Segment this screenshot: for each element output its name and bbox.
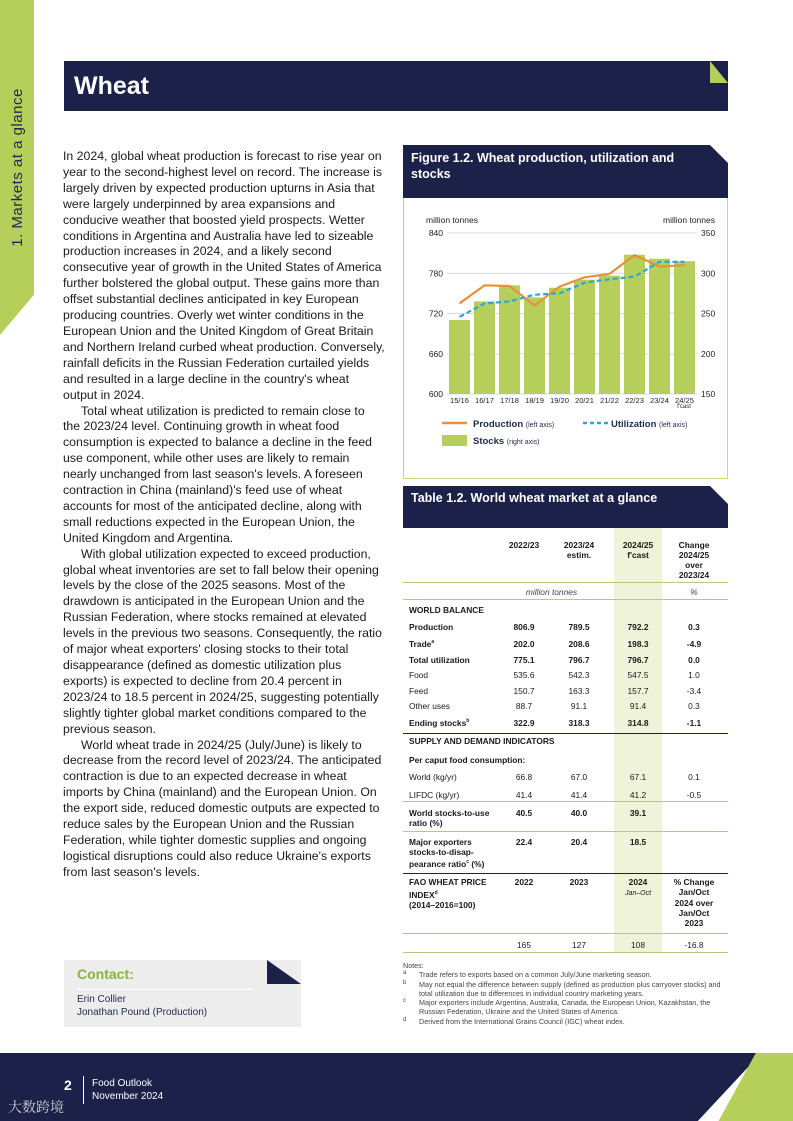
section-tab-label-wrap	[0, 0, 34, 335]
price-col-2024-sub: Jan–Oct	[624, 890, 652, 897]
stocks-ratio-label: World stocks-to-use	[409, 808, 490, 818]
table-rule	[403, 599, 728, 600]
table-rule	[403, 733, 728, 734]
note-text: Major exporters include Argentina, Australia, Canada, the European Union, Kazakhstan, the Russian Federation, Ukraine and the United States of America.	[419, 998, 711, 1017]
contact-corner	[267, 960, 301, 984]
price-index-base: (2014–2016=100)	[409, 899, 476, 910]
col-change: Change 2024/25 over 2023/24	[678, 540, 710, 580]
cell: 127	[572, 940, 586, 950]
cell: 547.5	[627, 670, 649, 680]
col-2024-25: 2024/25 f'cast	[622, 540, 654, 560]
exporters-label: Major exporters	[409, 837, 472, 847]
row-label: World (kg/yr)	[409, 772, 457, 782]
units-pct: %	[690, 587, 698, 597]
cell: 108	[631, 940, 645, 950]
stocks-bar	[574, 280, 595, 394]
cell: 314.8	[627, 718, 649, 728]
section-tab-label: 1. Markets at a glance	[8, 88, 26, 247]
body-paragraph-1: In 2024, global wheat production is forecast to rise year on year to the second-highest level on record. The increase is largely driven by expected production upturns in Asia that were largely underpinned by area expansions and conducive weather that boosted yield prospects. Wetter conditions in Argentina and Australia have led to sizeable production increases in 2024, and a likely second consecutive year of growth in the United States of America further bolstered the global output. These gains more than offset substantial declines anticipated in key European producing countries. Overly wet winter conditions in the European Union and the United Kingdom of Great Britain and Northern Ireland curbed wheat production. Conversely, rainfall deficits in the Russian Federation curtailed yields and resulted in a large decline in the country's wheat output in 2024.	[63, 149, 385, 402]
table-rule	[403, 831, 728, 832]
x-tick-label: 24/25	[674, 396, 695, 405]
right-tick-label: 300	[701, 268, 716, 279]
cell: -16.8	[684, 940, 704, 950]
world-balance-label: WORLD BALANCE	[409, 605, 484, 615]
table-rule	[403, 582, 728, 583]
left-tick-label: 840	[428, 228, 443, 238]
stocks-bar	[524, 297, 545, 394]
row-label: Feed	[409, 686, 429, 696]
wheat-chart	[403, 200, 728, 475]
footnote-mark: d	[403, 1016, 407, 1023]
exporters-label-2: stocks-to-disap-	[409, 847, 474, 857]
row-label: Food	[409, 670, 429, 680]
legend-utilization-label: Utilization (left axis)	[611, 419, 688, 430]
cell: 0.1	[688, 772, 700, 782]
body-paragraph-4: World wheat trade in 2024/25 (July/June) is likely to decrease from the record level of 2023/24. The anticipated contraction is due to an expected decrease in wheat imports by China (mainland) and the European Union. On the export side, reduced domestic outputs are expected to reduce sales by the European Union and the Russian Federation, while tighter domestic supplies and ongoing logistical disruptions could also reduce Ukraine's exports from last season's levels.	[63, 737, 382, 879]
price-col-2022: 2022	[514, 877, 534, 887]
exporters-label-4: (%)	[469, 858, 485, 869]
body-text	[63, 149, 385, 881]
cell: 1.0	[688, 670, 700, 680]
cell: 41.2	[629, 790, 647, 800]
row-label: Ending stocks$^b$	[409, 718, 470, 728]
cell: 0.0	[688, 655, 700, 665]
table-header-corner	[710, 486, 728, 504]
exporters-label-3: pearance ratio	[409, 858, 467, 869]
price-col-2024: 2024	[628, 877, 648, 887]
contact-name-2: Jonathan Pound (Production)	[77, 1007, 208, 1018]
legend-stocks-label: Stocks (right axis)	[473, 436, 540, 447]
contact-name-1: Erin Collier	[77, 994, 126, 1005]
table-rule	[403, 933, 728, 934]
cell: 163.3	[568, 686, 590, 696]
stocks-bar	[499, 285, 520, 394]
cell: 775.1	[513, 655, 535, 665]
left-axis-label: million tonnes	[426, 215, 478, 225]
right-tick-label: 200	[701, 348, 716, 359]
price-change-head-3: 2024 over	[674, 897, 714, 908]
cell: 150.7	[513, 686, 535, 696]
table-rule	[403, 801, 728, 802]
cell: 40.5	[515, 808, 533, 818]
note-text: Derived from the International Grains Council (IGC) wheat index.	[419, 1016, 625, 1026]
note-item	[403, 970, 728, 979]
stocks-bar	[449, 320, 470, 394]
body-paragraph-2: Total wheat utilization is predicted to remain close to the 2023/24 level. Continuing growth in wheat food consumption is expected to balance a decline in the feed use component, while other uses are likely to remain nearly unchanged from last season's levels. A foreseen contraction in China (mainland)'s feed use of wheat accounts for most of the anticipated decline, along with small reductions expected in the European Union, the United Kingdom and Argentina.	[63, 403, 372, 545]
indicators-label: SUPPLY AND DEMAND INDICATORS	[409, 736, 555, 746]
cell: 88.7	[515, 701, 533, 711]
cell: 22.4	[515, 837, 533, 847]
page-title: Wheat	[74, 72, 149, 100]
right-tick-label: 350	[701, 228, 716, 238]
cell: 157.7	[627, 686, 649, 696]
cell: 67.1	[629, 772, 647, 782]
cell: 41.4	[570, 790, 588, 800]
publication-date: November 2024	[92, 1091, 164, 1102]
footnote-mark: c	[403, 998, 406, 1005]
table-rule	[403, 952, 728, 953]
contact-divider	[77, 989, 253, 990]
contact-title: Contact:	[77, 966, 134, 982]
cell: 0.3	[688, 701, 700, 711]
x-tick-label: 16/17	[474, 396, 495, 405]
notes-title: Notes:	[403, 961, 424, 970]
row-label: LIFDC (kg/yr)	[409, 790, 460, 800]
cell: 39.1	[629, 808, 647, 818]
left-tick-label: 600	[428, 389, 443, 399]
cell: 41.4	[515, 790, 533, 800]
watermark: 大数跨境	[8, 1099, 64, 1115]
x-tick-label: 20/21	[574, 396, 595, 405]
price-change-head-4: Jan/Oct	[678, 907, 710, 918]
cell: -1.1	[686, 718, 702, 728]
price-change-head-5: 2023	[684, 918, 704, 929]
figure-header-corner	[710, 145, 728, 163]
left-tick-label: 780	[428, 268, 443, 279]
x-tick-label: 19/20	[549, 396, 570, 405]
footnote-mark: b	[466, 718, 470, 725]
x-tick-label: 15/16	[449, 396, 470, 405]
legend-stocks-swatch	[442, 435, 467, 446]
footnote-mark: d	[434, 889, 438, 896]
row-label: Total utilization	[409, 655, 470, 665]
cell: 322.9	[513, 718, 535, 728]
left-tick-label: 660	[428, 348, 443, 359]
title-bar-corner	[710, 61, 728, 83]
table-rule	[403, 873, 728, 874]
col-2022-23: 2022/23	[508, 540, 540, 550]
footnote-mark: b	[403, 979, 407, 986]
right-tick-label: 250	[701, 308, 716, 319]
cell: 318.3	[568, 718, 590, 728]
price-col-2023: 2023	[569, 877, 589, 887]
cell: 165	[517, 940, 531, 950]
cell: -0.5	[686, 790, 702, 800]
cell: 91.1	[570, 701, 588, 711]
cell: 796.7	[627, 655, 649, 665]
note-item	[403, 998, 728, 1017]
cell: 66.8	[515, 772, 533, 782]
cell: 806.9	[513, 622, 535, 632]
footer-divider	[83, 1076, 84, 1104]
price-change-head-2: Jan/Oct	[678, 887, 710, 898]
price-index-label-2: INDEX	[409, 889, 435, 900]
price-index-label: FAO WHEAT PRICE	[409, 877, 487, 887]
x-tick-label: 18/19	[524, 396, 545, 405]
cell: 40.0	[570, 808, 588, 818]
col-2023-24: 2023/24 estim.	[563, 540, 595, 560]
figure-title: Figure 1.2. Wheat production, utilization and stocks	[411, 151, 675, 181]
units-mt: million tonnes	[525, 587, 578, 597]
title-bar	[64, 61, 728, 111]
stocks-bar	[599, 276, 620, 394]
cell: 20.4	[570, 837, 588, 847]
stocks-ratio-label-2: ratio (%)	[409, 818, 443, 828]
stocks-bar	[674, 261, 695, 394]
footnote-mark: c	[466, 859, 470, 865]
row-label: Other uses	[409, 701, 450, 711]
left-tick-label: 720	[428, 308, 443, 319]
price-change-head: % Change	[673, 877, 715, 887]
stocks-bar	[649, 259, 670, 394]
x-tick-label: 23/24	[649, 396, 670, 405]
note-item	[403, 980, 728, 999]
cell: 796.7	[568, 655, 590, 665]
note-text: May not equal the difference between supply (defined as production plus carryover stocks) and total utilization due to differences in individual country marketing years.	[419, 979, 721, 998]
stocks-bar	[474, 301, 495, 394]
x-tick-label: 21/22	[599, 396, 620, 405]
legend-production-label: Production (left axis)	[473, 419, 555, 430]
right-tick-label: 150	[701, 389, 716, 399]
row-label: Trade$^a$	[409, 639, 435, 649]
cell: 18.5	[629, 837, 647, 847]
last-category-note: f'cast	[677, 404, 691, 410]
cell: 91.4	[629, 701, 647, 711]
right-axis-label: million tonnes	[663, 215, 715, 225]
body-paragraph-3: With global utilization expected to exceed production, global wheat inventories are set to fall below their opening levels by the close of the 2025 seasons. Most of the drawdown is anticipated in the European Union and the Russian Federation, where stocks remained at elevated levels in the previous two seasons. Consequently, the ratio of major wheat exporters' closing stocks to their total disappearance (defined as domestic utilization plus exports) is expected to decline from 20.4 percent in 2023/24 to 18.5 percent in 2024/25, suggesting potentially slightly tighter global market conditions compared to the previous season.	[63, 546, 382, 736]
cell: 202.0	[513, 639, 535, 649]
notes	[403, 961, 728, 1026]
x-tick-label: 17/18	[499, 396, 520, 405]
cell: -4.9	[686, 639, 702, 649]
page-number: 2	[64, 1077, 72, 1093]
cell: 208.6	[568, 639, 590, 649]
cell: 0.3	[688, 622, 700, 632]
cell: 198.3	[627, 639, 649, 649]
stocks-bar	[624, 255, 645, 394]
per-caput-label: Per caput food consumption:	[409, 755, 526, 765]
row-label: Production	[409, 622, 454, 632]
cell: 542.3	[568, 670, 590, 680]
note-item	[403, 1017, 728, 1026]
footnote-mark: a	[403, 970, 407, 977]
x-tick-label: 22/23	[624, 396, 645, 405]
cell: 789.5	[568, 622, 590, 632]
cell: 792.2	[627, 622, 649, 632]
publication-name: Food Outlook	[92, 1078, 153, 1089]
footnote-mark: a	[431, 639, 435, 646]
table-title: Table 1.2. World wheat market at a glance	[411, 491, 658, 505]
cell: -3.4	[686, 686, 702, 696]
note-text: Trade refers to exports based on a common July/June marketing season.	[419, 970, 652, 980]
cell: 67.0	[570, 772, 588, 782]
stocks-bar	[549, 288, 570, 394]
cell: 535.6	[513, 670, 535, 680]
